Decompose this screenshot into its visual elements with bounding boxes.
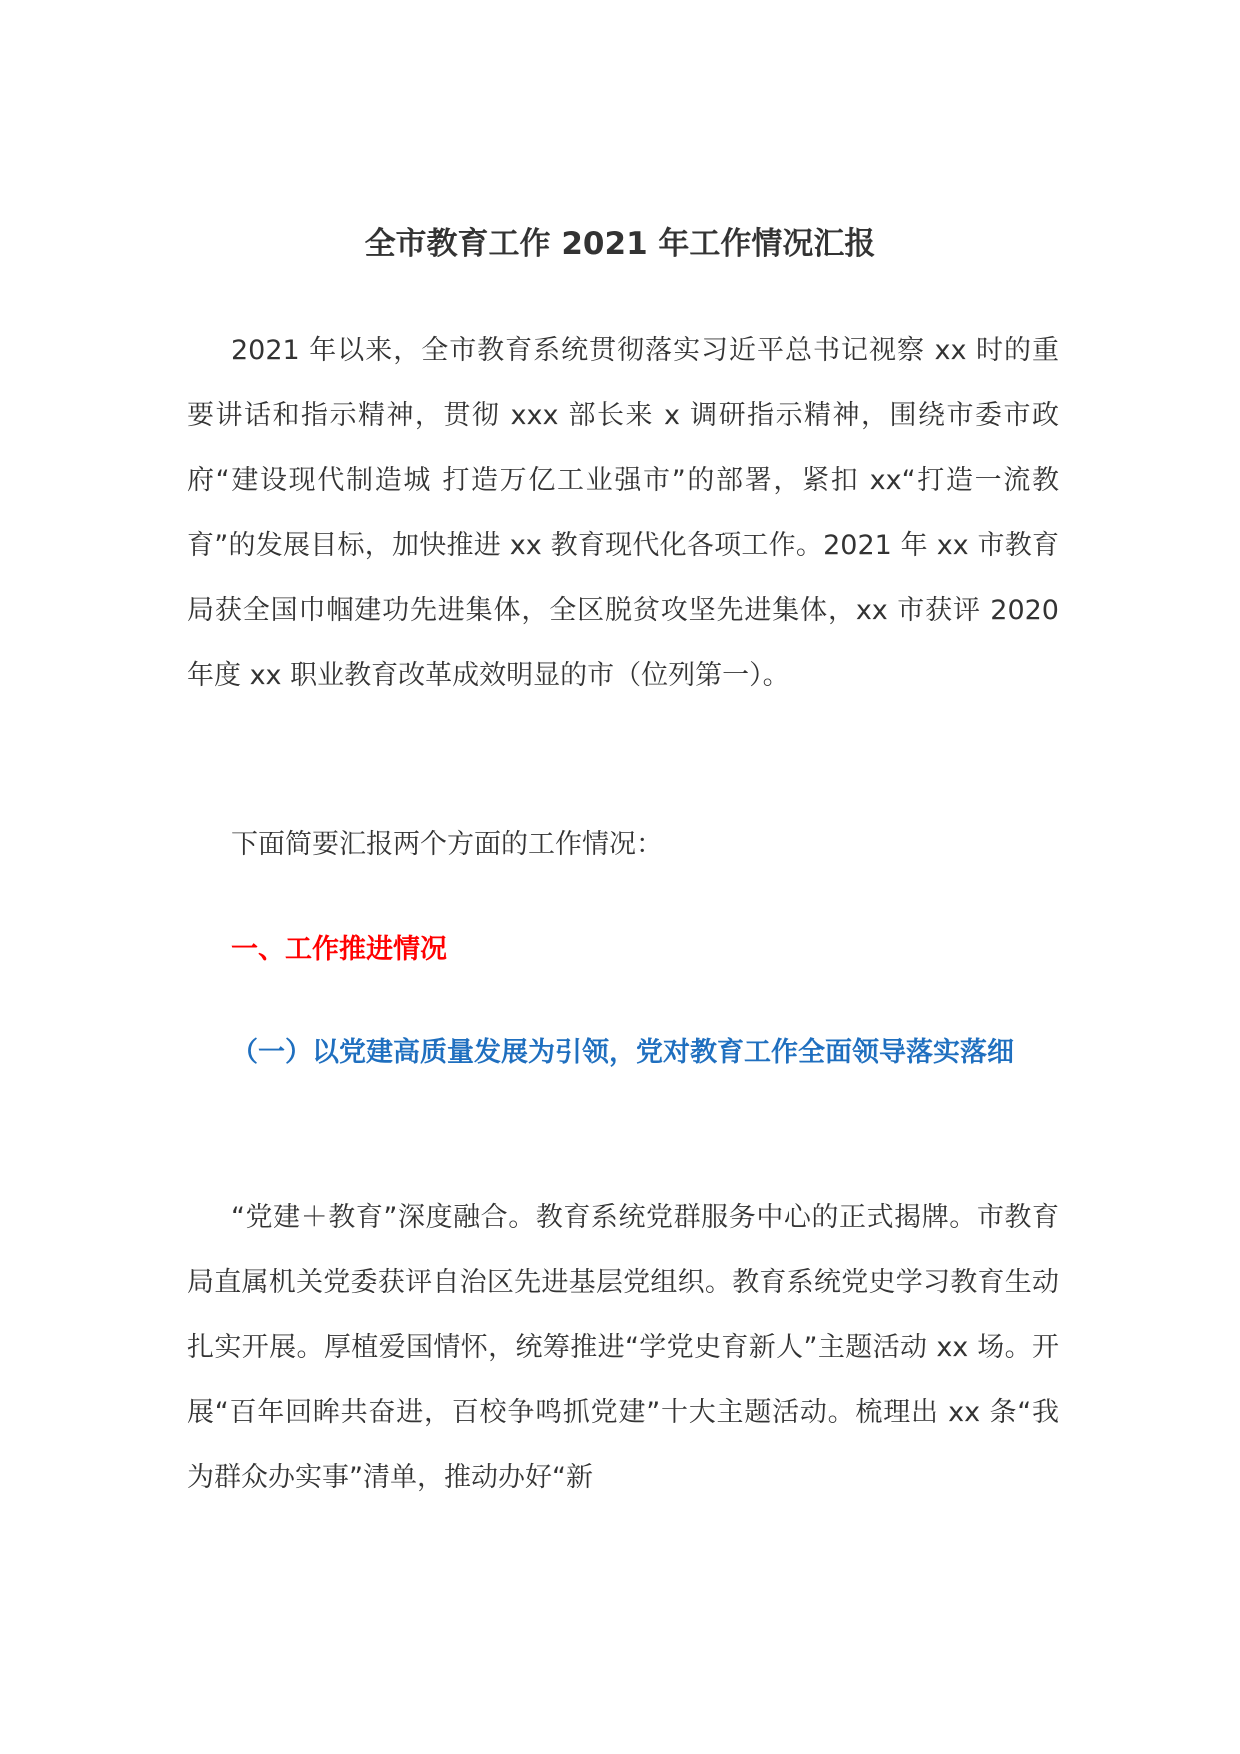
document-title: 全市教育工作 2021 年工作情况汇报 [364,226,876,262]
section-heading: 一、工作推进情况 [231,934,447,965]
body-paragraph: “党建＋教育”深度融合。教育系统党群服务中心的正式揭牌。市教育局直属机关党委获评自治区先进基层党组织。教育系统党史学习教育生动扎实开展。厚植爱国情怀，统筹推进“学党史育新人”主题活动 xx 场。开展“百年回眸共奋进，百校争鸣抓党建”十大主题活动。梳理出 xx 条“我为群众办实事”清单，推动办好“新 [187,1202,1059,1493]
subsection-heading: （一）以党建高质量发展为引领，党对教育工作全面领导落实落细 [231,1037,1014,1068]
summary-paragraph: 下面简要汇报两个方面的工作情况： [231,829,663,860]
intro-paragraph: 2021 年以来，全市教育系统贯彻落实习近平总书记视察 xx 时的重要讲话和指示精神，贯彻 xxx 部长来 x 调研指示精神，围绕市委市政府“建设现代制造城 打造万亿工业强市”的部署，紧扣 xx“打造一流教育”的发展目标，加快推进 xx 教育现代化各项工作。2021 年 xx 市教育局获全国巾帼建功先进集体，全区脱贫攻坚先进集体，xx 市获评 2020 年度 xx 职业教育改革成效明显的市（位列第一）。 [187,335,1059,691]
